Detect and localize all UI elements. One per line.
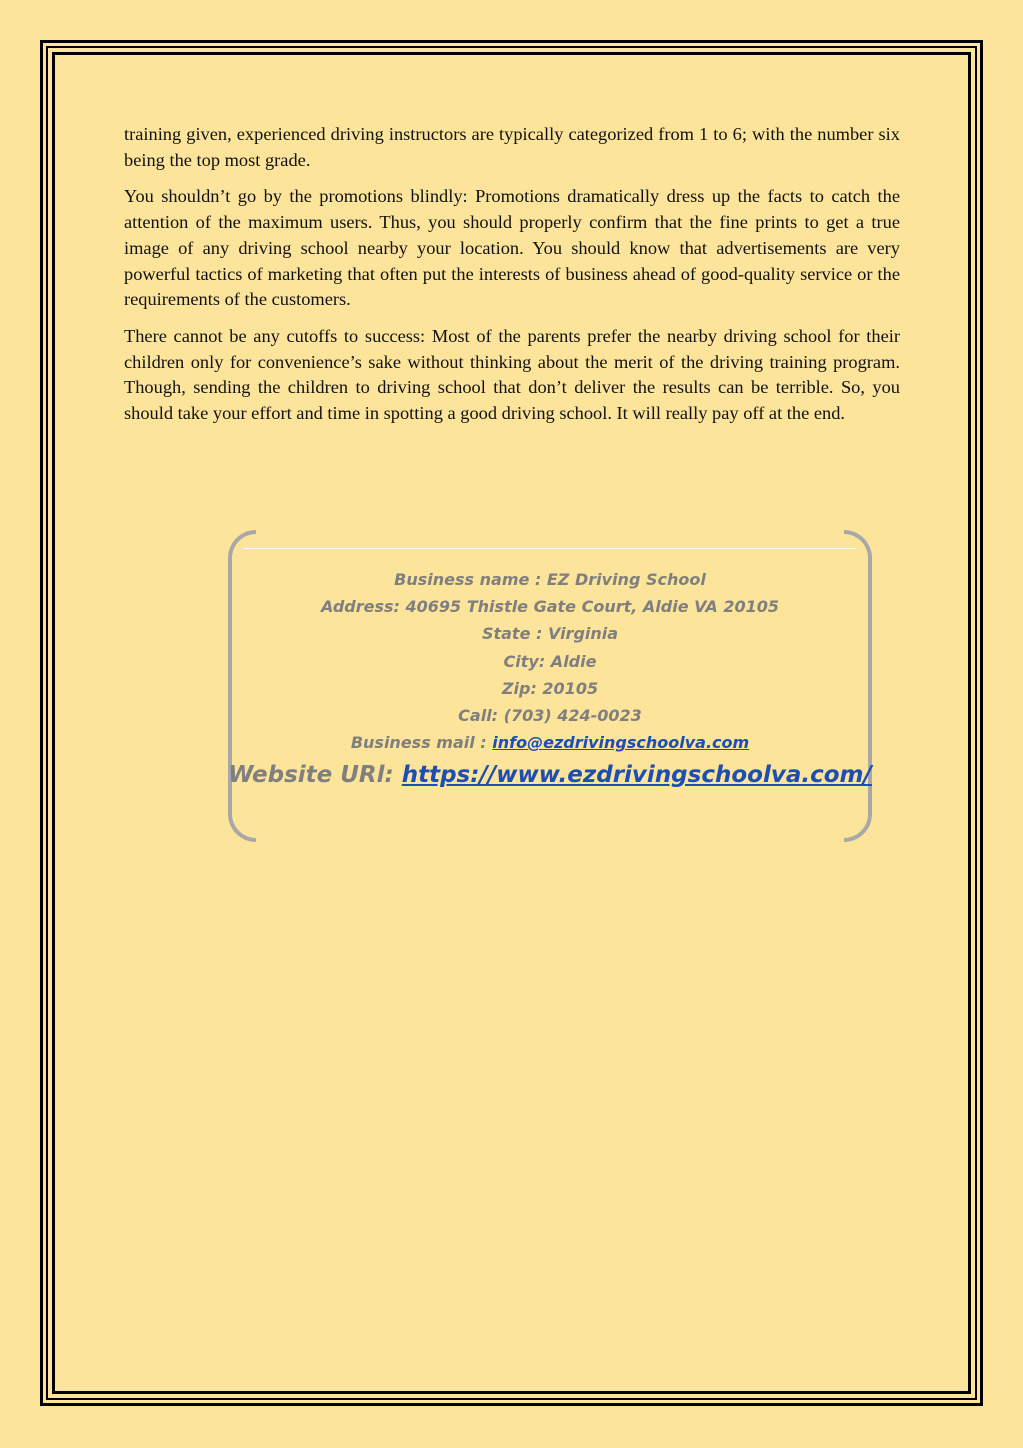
business-address: Address: 40695 Thistle Gate Court, Aldie VA 20105	[320, 597, 780, 617]
website-row	[228, 758, 872, 792]
business-zip: Zip: 20105	[501, 678, 599, 698]
business-city: City: Aldie	[503, 651, 597, 671]
contact-details	[228, 566, 872, 792]
business-state: State : Virginia	[481, 624, 619, 644]
business-mail-link[interactable]: info@ezdrivingschoolva.com	[492, 733, 750, 753]
business-mail-row	[228, 729, 872, 756]
business-name: Business name : EZ Driving School	[394, 570, 706, 589]
business-mail-label: Business mail :	[350, 733, 493, 753]
paragraph-promotions: You shouldn’t go by the promotions blindly: Promotions dramatically dress up the facts to catch the attention of the maximum users. Thus, you should properly confirm that the fine prints to get a true image of any driving school nearby your location. You should know that advertisements are very powerful tactics of marketing that often put the interests of business ahead of good-quality service or the requirements of the customers.	[124, 186, 900, 310]
contact-card	[228, 530, 872, 842]
website-link[interactable]: https://www.ezdrivingschoolva.com/	[401, 762, 872, 789]
card-divider	[244, 548, 856, 549]
body-text	[124, 122, 900, 438]
website-label: Website URl:	[228, 762, 402, 789]
paragraph-training-grades: training given, experienced driving instructors are typically categorized from 1 to 6; with the number six being the top most grade.	[124, 124, 900, 170]
business-phone: Call: (703) 424-0023	[458, 705, 642, 725]
paragraph-cutoffs: There cannot be any cutoffs to success: Most of the parents prefer the nearby driving school for their children only for convenience’s sake without thinking about the merit of the driving training program. Though, sending the children to driving school that don’t deliver the results can be terrible. So, you should take your effort and time in spotting a good driving school. It will really pay off at the end.	[124, 325, 900, 424]
